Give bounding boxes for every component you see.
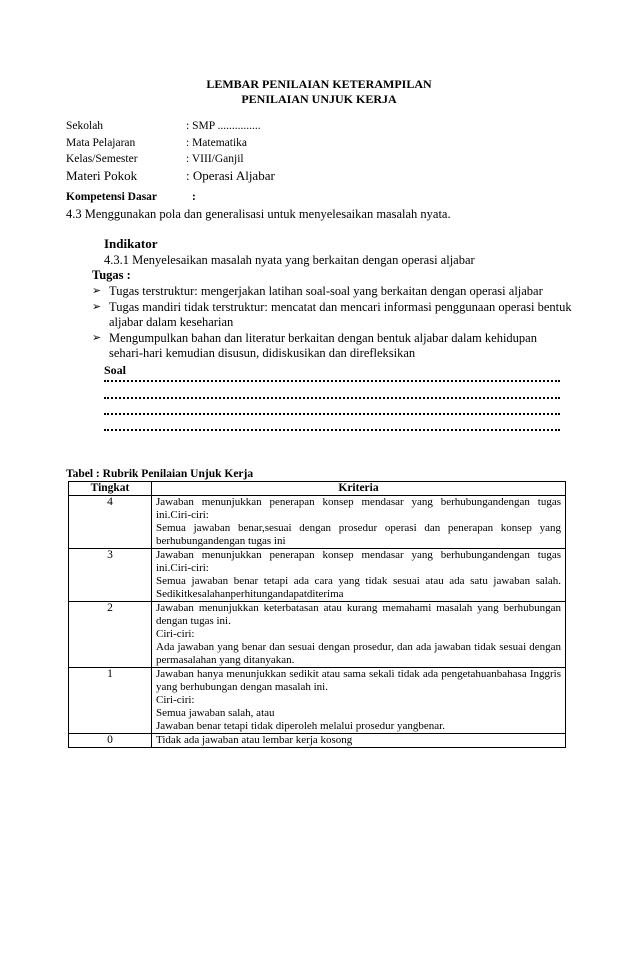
dotted-answer-line	[104, 427, 560, 431]
arrow-bullet-icon: ➢	[92, 285, 102, 297]
row-criteria	[152, 602, 566, 668]
info-value-kelas: : VIII/Ganjil	[186, 153, 244, 165]
indikator-item: 4.3.1 Menyelesaikan masalah nyata yang berkaitan dengan operasi aljabar	[104, 253, 475, 267]
rubric-table	[68, 481, 566, 748]
row-level: 3	[69, 549, 152, 602]
info-label-kelas: Kelas/Semester	[66, 153, 138, 165]
header-kriteria: Kriteria	[152, 482, 566, 496]
criteria-line: Jawaban menunjukkan penerapan konsep mendasar yang berhubungandengan tugas ini.Ciri-ciri:	[156, 549, 561, 574]
table-row	[69, 602, 566, 668]
criteria-line: Ciri-ciri:	[156, 628, 195, 640]
tugas-list	[92, 284, 572, 362]
dotted-answer-line	[104, 411, 560, 415]
criteria-line: Semua jawaban benar tetapi ada cara yang tidak sesuai atau ada satu jawaban salah. Sedikitkesalahanperhitungandapatditerima	[156, 575, 561, 600]
tugas-item	[92, 300, 572, 331]
criteria-line: Jawaban menunjukkan penerapan konsep mendasar yang berhubungandengan tugas ini.Ciri-ciri:	[156, 496, 561, 521]
table-row	[69, 496, 566, 549]
criteria-line: Jawaban menunjukkan keterbatasan atau kurang memahami masalah yang berhubungan dengan tugas ini.	[156, 602, 561, 627]
info-value-sekolah: : SMP ...............	[186, 120, 261, 132]
info-label-mapel: Mata Pelajaran	[66, 137, 136, 149]
info-value-materi: : Operasi Aljabar	[186, 168, 275, 183]
table-row	[69, 734, 566, 748]
dotted-answer-line	[104, 378, 560, 382]
tugas-item	[92, 284, 572, 300]
arrow-bullet-icon: ➢	[92, 331, 102, 344]
row-level: 2	[69, 602, 152, 668]
info-label-sekolah: Sekolah	[66, 120, 104, 132]
criteria-line: Semua jawaban benar,sesuai dengan prosedur operasi dan penerapan konsep yang berhubungandengan tugas ini	[156, 522, 561, 547]
criteria-line: Tidak ada jawaban atau lembar kerja kosong	[156, 734, 353, 746]
table-row	[69, 668, 566, 734]
criteria-line: Jawaban hanya menunjukkan sedikit atau sama sekali tidak ada pengetahuanbahasa Inggris yang berhubungan dengan masalah ini.	[156, 668, 561, 693]
page-title: LEMBAR PENILAIAN KETERAMPILAN	[206, 77, 432, 91]
kompetensi-label: Kompetensi Dasar	[66, 191, 158, 203]
tugas-item-text: Tugas mandiri tidak terstruktur: mencatat dan mencari informasi penggunaan operasi bentuk aljabar dalam keseharian	[109, 299, 572, 329]
row-level: 4	[69, 496, 152, 549]
page-subtitle: PENILAIAN UNJUK KERJA	[241, 92, 397, 106]
tugas-item	[92, 331, 572, 362]
kompetensi-colon: :	[192, 191, 196, 203]
criteria-line: Semua jawaban salah, atau	[156, 707, 275, 719]
row-criteria	[152, 668, 566, 734]
table-header-row	[69, 482, 566, 496]
tugas-heading: Tugas :	[92, 268, 131, 282]
tugas-item-text: Tugas terstruktur: mengerjakan latihan soal-soal yang berkaitan dengan operasi aljabar	[109, 284, 543, 298]
info-value-mapel: : Matematika	[186, 137, 247, 149]
row-criteria	[152, 496, 566, 549]
criteria-line: Ciri-ciri:	[156, 694, 195, 706]
soal-heading: Soal	[104, 363, 127, 377]
row-criteria	[152, 734, 566, 748]
info-label-materi: Materi Pokok	[66, 168, 138, 183]
criteria-line: Ada jawaban yang benar dan sesuai dengan prosedur, dan ada jawaban tidak sesuai dengan permasalahan yang ditanyakan.	[156, 641, 561, 666]
row-level: 0	[69, 734, 152, 748]
criteria-line: Jawaban benar tetapi tidak diperoleh melalui prosedur yangbenar.	[156, 720, 445, 732]
table-caption: Tabel : Rubrik Penilaian Unjuk Kerja	[66, 468, 254, 480]
kompetensi-text: 4.3 Menggunakan pola dan generalisasi untuk menyelesaikan masalah nyata.	[66, 207, 451, 221]
header-tingkat: Tingkat	[69, 482, 152, 496]
indikator-heading: Indikator	[104, 236, 158, 251]
row-criteria	[152, 549, 566, 602]
tugas-item-text: Mengumpulkan bahan dan literatur berkaitan dengan bentuk aljabar dalam kehidupan sehari-hari kemudian disusun, didiskusikan dan direfleksikan	[109, 330, 537, 360]
dotted-answer-line	[104, 395, 560, 399]
table-row	[69, 549, 566, 602]
row-level: 1	[69, 668, 152, 734]
arrow-bullet-icon: ➢	[92, 300, 102, 313]
